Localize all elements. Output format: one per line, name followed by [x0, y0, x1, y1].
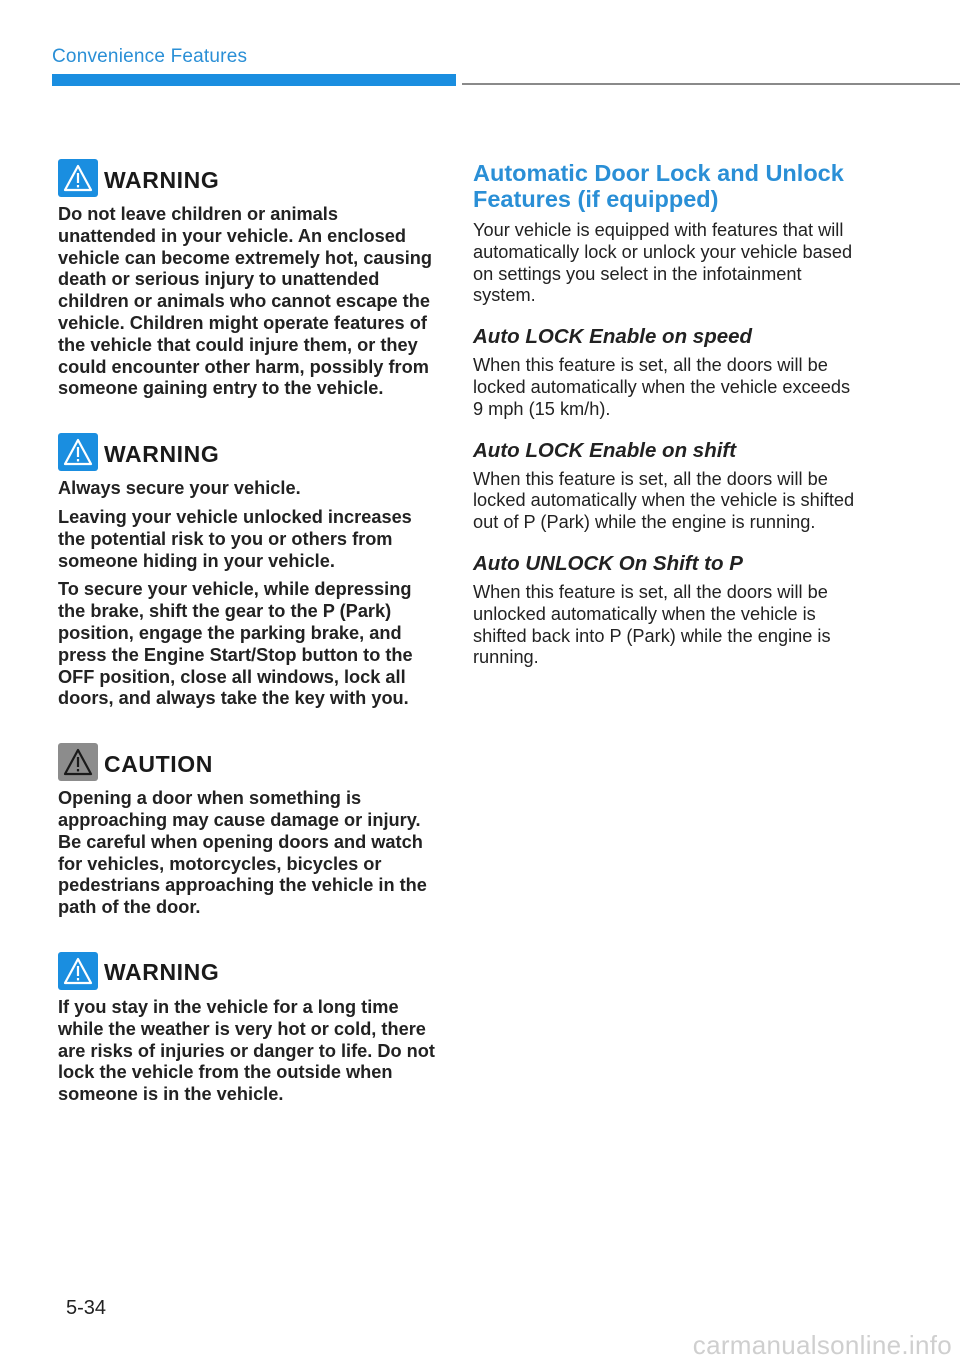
notice-text: Opening a door when something is approaching may cause damage or injury. Be careful when opening doors and watch for vehicles, motorcycles, bicycles or pedestrians approaching the vehicle in the path of the door.: [58, 788, 427, 918]
notice-header: [58, 432, 438, 472]
watermark: carmanualsonline.info: [692, 1330, 952, 1360]
caution-notice-door: [58, 742, 438, 919]
warning-triangle-icon: [58, 159, 98, 197]
notice-header: [58, 158, 438, 198]
notice-header: [58, 742, 438, 782]
caution-triangle-icon: [58, 743, 98, 781]
subsection-text: When this feature is set, all the doors will be locked automatically when the vehicle exceeds 9 mph (15 km/h).: [473, 355, 851, 419]
section-title: Automatic Door Lock and Unlock Features (if equipped): [473, 160, 844, 212]
warning-notice-secure-vehicle: [58, 432, 438, 710]
subsection-title-unlock-park: Auto UNLOCK On Shift to P: [473, 551, 743, 575]
subsection-title-lock-speed: Auto LOCK Enable on speed: [473, 325, 753, 349]
section-header-title: Convenience Features: [52, 46, 248, 67]
subsection-text: When this feature is set, all the doors will be unlocked automatically when the vehicle is shifted back into P (Park) while the engine is running.: [473, 581, 831, 668]
header-accent-bar: [52, 74, 456, 86]
notice-text: Always secure your vehicle.: [58, 478, 301, 499]
notice-title: WARNING: [104, 959, 220, 986]
subsection-text: When this feature is set, all the doors will be locked automatically when the vehicle is shifted out of P (Park) while the engine is running.: [473, 468, 855, 533]
left-column: [58, 158, 438, 1138]
notice-text: Do not leave children or animals unattended in your vehicle. An enclosed vehicle can become extremely hot, causing death or serious injury to unattended children or animals who cannot escape the vehicle. Children might operate features of the vehicle that could injure them, or they could encounter other harm, possibly from someone gaining entry to the vehicle.: [58, 204, 433, 399]
page-number: 5-34: [66, 1297, 107, 1319]
notice-title: WARNING: [104, 440, 220, 467]
section-intro: Your vehicle is equipped with features that will automatically lock or unlock your vehicle based on settings you select in the infotainment system.: [473, 220, 853, 306]
right-column: [473, 160, 863, 669]
warning-triangle-icon: [58, 433, 98, 471]
warning-notice-weather: [58, 951, 438, 1106]
warning-triangle-icon: [58, 952, 98, 990]
warning-notice-children: [58, 158, 438, 400]
notice-text: If you stay in the vehicle for a long time while the weather is very hot or cold, there are risks of injuries or danger to life. Do not lock the vehicle from the outside when someone is in the vehicle.: [58, 996, 435, 1105]
notice-title: WARNING: [104, 166, 220, 193]
header-divider-line: [462, 83, 960, 85]
notice-text: To secure your vehicle, while depressing the brake, shift the gear to the P (Park) position, engage the parking brake, and press the Engine Start/Stop button to the OFF position, close all windows, lock all doors, and always take the key with you.: [58, 579, 413, 709]
notice-title: CAUTION: [104, 750, 213, 777]
notice-text: Leaving your vehicle unlocked increases the potential risk to you or others from someone hiding in your vehicle.: [58, 506, 412, 571]
notice-header: [58, 951, 438, 991]
subsection-title-lock-shift: Auto LOCK Enable on shift: [473, 438, 737, 462]
